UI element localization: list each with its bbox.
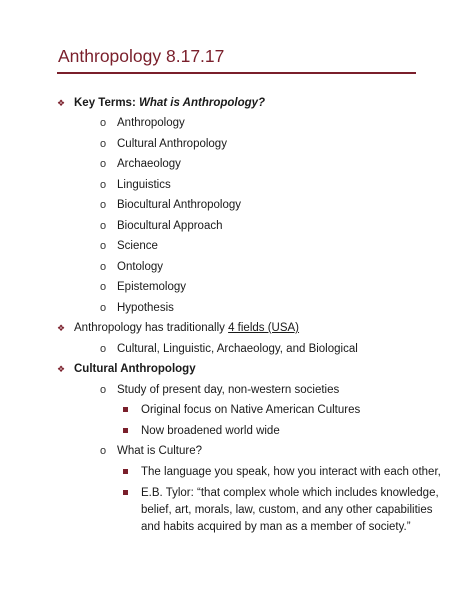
list-item: Science	[117, 240, 158, 252]
diamond-bullet-icon: ❖	[57, 98, 66, 108]
circle-bullet-icon: o	[100, 281, 107, 293]
title-rule	[57, 72, 416, 74]
square-bullet-icon	[123, 428, 128, 433]
list-item: Archaeology	[117, 158, 181, 170]
list-item: Hypothesis	[117, 302, 174, 314]
list-item: Anthropology	[117, 117, 185, 129]
list-item: The language you speak, how you interact with each other,	[141, 466, 441, 478]
list-item: Ontology	[117, 261, 164, 273]
circle-bullet-icon: o	[100, 117, 107, 129]
page-title: Anthropology 8.17.17	[58, 46, 225, 66]
circle-bullet-icon: o	[100, 302, 107, 314]
circle-bullet-icon: o	[100, 445, 107, 457]
circle-bullet-icon: o	[100, 343, 107, 355]
fields-text: Anthropology has traditionally	[74, 322, 229, 334]
key-terms-line	[74, 96, 265, 110]
square-bullet-icon	[123, 490, 128, 495]
list-item: Linguistics	[117, 179, 171, 191]
tylor-line-3: and habits acquired by man as a member of society.”	[141, 521, 411, 533]
circle-bullet-icon: o	[100, 384, 107, 396]
list-item: Biocultural Approach	[117, 220, 223, 232]
square-bullet-icon	[123, 469, 128, 474]
list-item: Now broadened world wide	[141, 425, 280, 437]
cultural-heading: Cultural Anthropology	[74, 363, 196, 375]
fields-underlined: 4 fields (USA)	[228, 322, 300, 334]
study-line: Study of present day, non-western societies	[117, 384, 340, 396]
fields-sub: Cultural, Linguistic, Archaeology, and Biological	[117, 343, 358, 355]
circle-bullet-icon: o	[100, 220, 107, 232]
circle-bullet-icon: o	[100, 199, 107, 211]
circle-bullet-icon: o	[100, 138, 107, 150]
list-item: Original focus on Native American Cultures	[141, 404, 361, 416]
square-bullet-icon	[123, 407, 128, 412]
list-item: Biocultural Anthropology	[117, 199, 242, 211]
tylor-line-1: E.B. Tylor: “that complex whole which includes knowledge,	[141, 487, 439, 499]
fields-line	[74, 321, 299, 335]
list-item: Epistemology	[117, 281, 187, 293]
circle-bullet-icon: o	[100, 261, 107, 273]
key-terms-heading: What is Anthropology?	[139, 97, 266, 109]
key-terms-label: Key Terms:	[74, 97, 136, 109]
culture-question: What is Culture?	[117, 445, 203, 457]
circle-bullet-icon: o	[100, 240, 107, 252]
circle-bullet-icon: o	[100, 179, 107, 191]
diamond-bullet-icon: ❖	[57, 364, 66, 374]
list-item: Cultural Anthropology	[117, 138, 227, 150]
tylor-line-2: belief, art, morals, law, custom, and any other capabilities	[141, 504, 433, 516]
circle-bullet-icon: o	[100, 158, 107, 170]
diamond-bullet-icon: ❖	[57, 323, 66, 333]
